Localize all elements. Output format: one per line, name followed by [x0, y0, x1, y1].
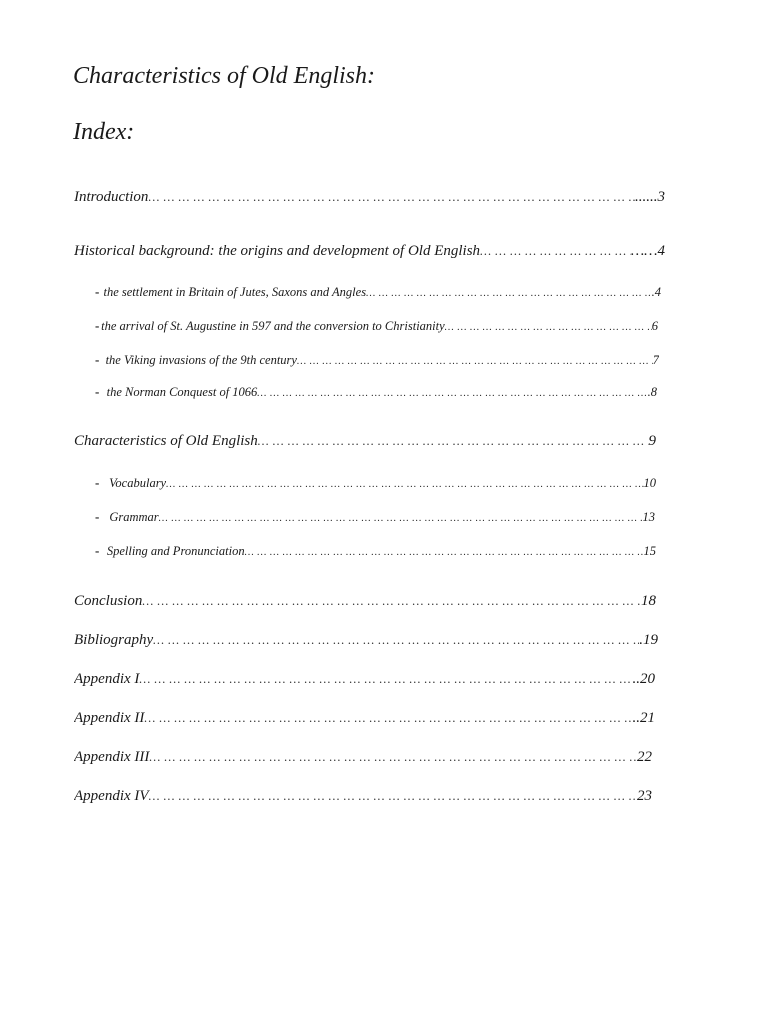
dot-leader [153, 629, 639, 651]
toc-entry-title: Appendix II [74, 710, 145, 726]
toc-entry-title: the Viking invasions of the 9th century [105, 353, 297, 367]
toc-page-number: 6 [651, 319, 658, 333]
toc-entry-title: the settlement in Britain of Jutes, Saxons and Angles [103, 285, 367, 299]
toc-page-number: ..21 [632, 710, 655, 726]
toc-page-number: 10 [643, 476, 656, 490]
toc-entry-title: Grammar [109, 510, 159, 524]
dot-leader [144, 707, 632, 729]
toc-subentry-norman-conquest [95, 382, 657, 402]
bullet-dash: - [95, 509, 100, 524]
toc-page-number: .4 [651, 285, 661, 299]
toc-page-number: .8 [647, 385, 657, 399]
toc-subentry-vocabulary [95, 473, 656, 493]
toc-page-number: 13 [642, 510, 655, 524]
toc-entry-title: Conclusion [74, 593, 143, 609]
toc-subentry-st-augustine [95, 316, 658, 336]
dot-leader [245, 543, 644, 561]
toc-entry-introduction [74, 186, 665, 208]
document-title: Characteristics of Old English: [73, 63, 375, 89]
bullet-dash: - [95, 318, 100, 333]
toc-entry-conclusion [74, 590, 656, 612]
toc-subentry-settlement [95, 282, 661, 302]
toc-page-number: 15 [643, 544, 656, 558]
toc-page-number: 7 [652, 353, 659, 367]
bullet-dash: - [95, 475, 100, 490]
toc-page-number: .19 [639, 632, 658, 648]
toc-entry-title: Appendix III [74, 749, 150, 765]
toc-entry-title: Spelling and Pronunciation [106, 544, 245, 558]
toc-entry-title: Appendix I [74, 671, 140, 687]
dot-leader [166, 475, 643, 493]
toc-entry-characteristics [74, 430, 656, 452]
toc-entry-appendix-3 [74, 746, 652, 768]
toc-entry-bibliography [74, 629, 658, 651]
bullet-dash: - [95, 543, 100, 558]
bullet-dash: - [95, 284, 100, 299]
toc-page-number: 22 [637, 749, 652, 765]
dot-leader [445, 318, 652, 336]
toc-subentry-grammar [95, 507, 655, 527]
toc-entry-appendix-2 [74, 707, 655, 729]
toc-entry-historical-background [74, 240, 665, 262]
dot-leader [139, 668, 632, 690]
toc-entry-title: the Norman Conquest of 1066 [106, 385, 258, 399]
toc-page-number: ……4 [630, 243, 665, 259]
toc-page-number: ......3 [635, 189, 665, 205]
toc-subentry-spelling-pronunciation [95, 541, 656, 561]
toc-entry-title: Bibliography [74, 632, 154, 648]
toc-page-number: 18 [641, 593, 656, 609]
dot-leader [480, 240, 631, 262]
dot-leader [258, 430, 649, 452]
toc-entry-title: Introduction [74, 189, 149, 205]
dot-leader [148, 186, 635, 208]
toc-page-number: 23 [637, 788, 652, 804]
dot-leader [149, 746, 637, 768]
bullet-dash: - [95, 352, 100, 367]
toc-entry-title: Vocabulary [109, 476, 167, 490]
toc-entry-title: Characteristics of Old English [74, 433, 258, 449]
toc-page-number: 9 [648, 433, 656, 449]
toc-entry-title: Historical background: the origins and development of Old English [74, 243, 481, 259]
toc-page-number: ..20 [632, 671, 655, 687]
dot-leader [159, 509, 643, 527]
bullet-dash: - [95, 384, 100, 399]
dot-leader [297, 352, 653, 370]
toc-entry-appendix-4 [74, 785, 652, 807]
toc-entry-title: Appendix IV [74, 788, 149, 804]
dot-leader [257, 384, 647, 402]
index-heading: Index: [73, 119, 135, 145]
dot-leader [142, 590, 641, 612]
toc-entry-appendix-1 [74, 668, 655, 690]
toc-subentry-viking-invasions [95, 350, 659, 370]
dot-leader [149, 785, 637, 807]
toc-entry-title: the arrival of St. Augustine in 597 and the conversion to Christianity [101, 319, 445, 333]
dot-leader [366, 284, 652, 302]
